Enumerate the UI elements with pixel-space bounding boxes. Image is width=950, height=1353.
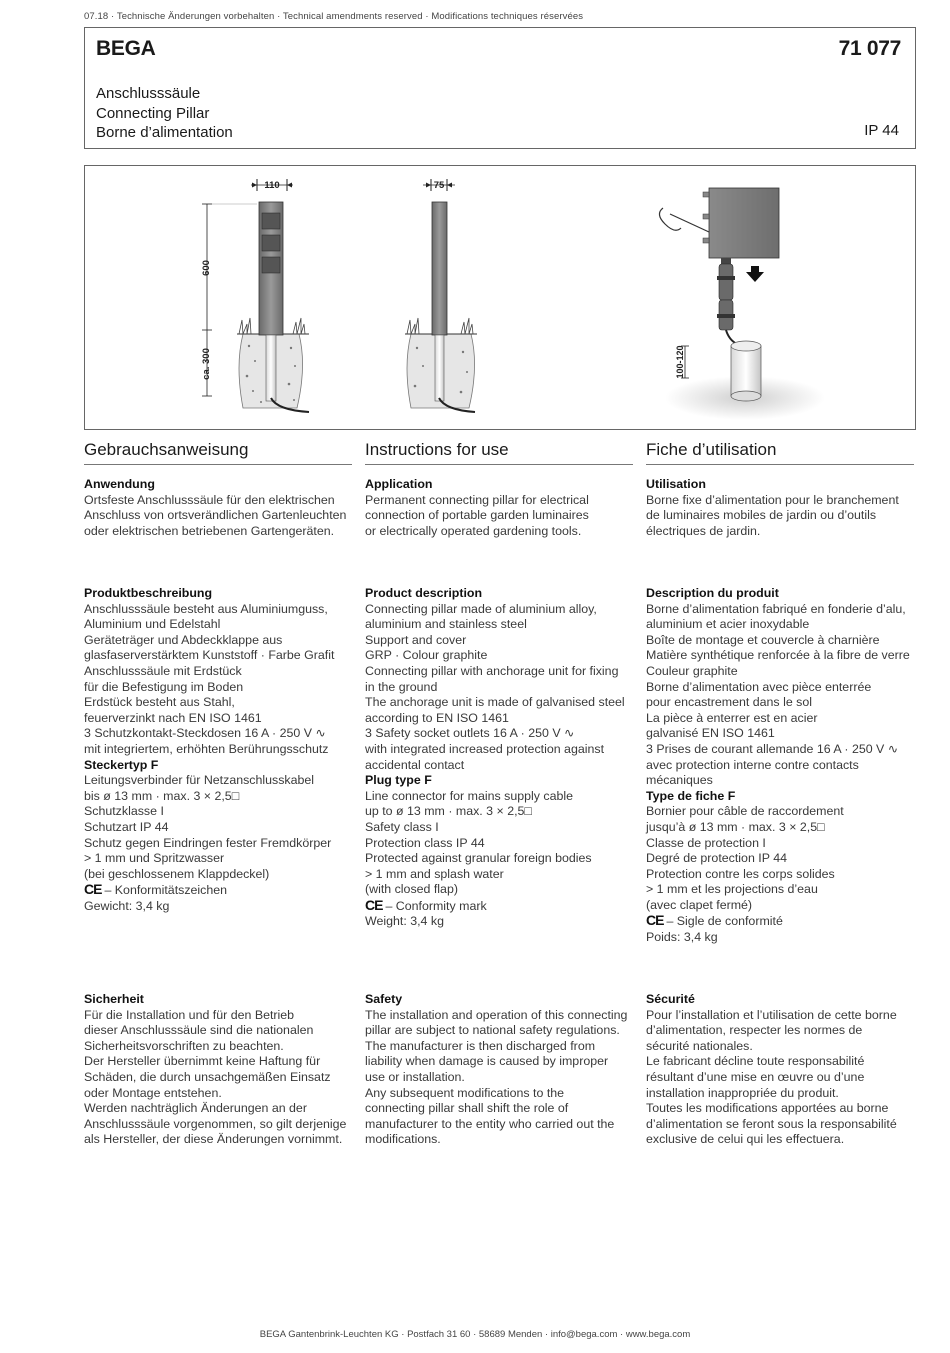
text-line: feuerverzinkt nach EN ISO 1461 xyxy=(84,710,262,725)
text-line: Borne d’alimentation avec pièce enterrée xyxy=(646,679,872,694)
text-line: The manufacturer is then discharged from xyxy=(365,1038,596,1053)
text-line: als Hersteller, der diese Änderungen vornimmt. xyxy=(84,1132,343,1147)
text-line: Couleur graphite xyxy=(646,663,738,678)
text-line: exclusive de celui qui les effectuera. xyxy=(646,1132,845,1147)
text-line: bis ø 13 mm · max. 3 × 2,5□ xyxy=(84,788,240,803)
section-subhead: Plug type F xyxy=(365,773,432,788)
text-line: GRP · Colour graphite xyxy=(365,648,488,663)
text-line: > 1 mm und Spritzwasser xyxy=(84,851,225,866)
text-line: Protected against granular foreign bodies xyxy=(365,851,592,866)
text-line: Bornier pour câble de raccordement xyxy=(646,804,844,819)
text-line: connecting pillar shall shift the role of xyxy=(365,1101,569,1116)
weight: Weight: 3,4 kg xyxy=(365,914,444,929)
text-line: according to EN ISO 1461 xyxy=(365,710,509,725)
side-view xyxy=(405,179,477,412)
text-line: Le fabricant décline toute responsabilité xyxy=(646,1054,865,1069)
text-line: up to ø 13 mm · max. 3 × 2,5□ xyxy=(365,804,532,819)
section-head: Produktbeschreibung xyxy=(84,586,213,600)
text-line: manufacturer to the entity who carried out the xyxy=(365,1116,615,1131)
section-safety-fr xyxy=(646,992,926,1148)
text-line: Sicherheitsvorschriften zu beachten. xyxy=(84,1038,284,1053)
section-product-fr xyxy=(646,586,926,946)
article-number: 71 077 xyxy=(838,37,901,60)
dim-depth: ca. 300 xyxy=(201,348,212,380)
text-line: galvanisé EN ISO 1461 xyxy=(646,726,775,741)
text-line: jusqu’à ø 13 mm · max. 3 × 2,5□ xyxy=(646,819,825,834)
text-line: sécurité nationales. xyxy=(646,1038,753,1053)
dim-width-side: 75 xyxy=(433,180,445,191)
product-header xyxy=(84,27,916,149)
dim-install: 100-120 xyxy=(675,345,685,379)
text-line: Protection contre les corps solides xyxy=(646,866,835,881)
text-line: résultant d’une mise en œuvre ou d’une xyxy=(646,1069,865,1084)
text-line: Ortsfeste Anschlusssäule für den elektrischen xyxy=(84,492,335,507)
text-line: Safety class I xyxy=(365,819,439,834)
section-subhead: Steckertyp F xyxy=(84,757,159,772)
text-line: modifications. xyxy=(365,1132,441,1147)
text-line: liability when damage is caused by improper xyxy=(365,1054,609,1069)
text-line: Protection class IP 44 xyxy=(365,835,485,850)
section-subhead: Type de fiche F xyxy=(646,788,736,803)
text-line: aluminium and stainless steel xyxy=(365,617,527,632)
technical-drawing xyxy=(84,165,916,430)
brand-name: BEGA xyxy=(96,37,156,60)
text-line: installation inappropriée du produit. xyxy=(646,1085,839,1100)
text-line: > 1 mm and splash water xyxy=(365,866,504,881)
text-line: in the ground xyxy=(365,679,438,694)
dim-height: 600 xyxy=(201,260,212,276)
text-line: Degré de protection IP 44 xyxy=(646,851,787,866)
text-line: Borne d’alimentation fabriqué en fonderie d’alu, xyxy=(646,601,906,616)
column-title-fr: Fiche d’utilisation xyxy=(646,440,914,465)
text-line: Any subsequent modifications to the xyxy=(365,1085,565,1100)
text-line: Schutzklasse I xyxy=(84,804,164,819)
text-line: oder elektrischen betriebenen Gartengeräten. xyxy=(84,523,335,538)
revision-note: 07.18 · Technische Änderungen vorbehalten · Technical amendments reserved · Modifications techniques réservées xyxy=(84,11,584,22)
text-line: Werden nachträglich Änderungen an der xyxy=(84,1101,307,1116)
drawing-svg xyxy=(85,166,917,431)
text-line: Für die Installation und für den Betrieb xyxy=(84,1007,295,1022)
text-line: mécaniques xyxy=(646,773,713,788)
product-names xyxy=(96,84,233,143)
text-line: Erdstück besteht aus Stahl, xyxy=(84,695,235,710)
text-line: (avec clapet fermé) xyxy=(646,897,753,912)
text-line: > 1 mm et les projections d’eau xyxy=(646,882,818,897)
weight: Gewicht: 3,4 kg xyxy=(84,898,170,913)
text-line: Anschluss von ortsverändlichen Gartenleuchten xyxy=(84,508,347,523)
section-application-de xyxy=(84,477,364,539)
dim-width-front: 110 xyxy=(264,180,280,191)
ce-mark-icon: CE xyxy=(84,881,102,898)
ce-mark-line xyxy=(646,913,926,930)
text-line: Line connector for mains supply cable xyxy=(365,788,574,803)
text-line: Matière synthétique renforcée à la fibre de verre xyxy=(646,648,910,663)
text-line: Aluminium und Edelstahl xyxy=(84,617,221,632)
column-title-de: Gebrauchsanweisung xyxy=(84,440,352,465)
text-line: d’alimentation se feront sous la responsabilité xyxy=(646,1116,897,1131)
product-name-en: Connecting Pillar xyxy=(96,104,210,122)
section-head: Application xyxy=(365,477,433,491)
section-product-en xyxy=(365,586,645,930)
ce-text: – Konformitätszeichen xyxy=(104,883,228,898)
text-line: glasfaserverstärktem Kunststoff · Farbe Grafit xyxy=(84,648,335,663)
text-line: pour encastrement dans le sol xyxy=(646,695,812,710)
column-de xyxy=(84,440,352,1147)
column-title-en: Instructions for use xyxy=(365,440,633,465)
text-line: use or installation. xyxy=(365,1069,465,1084)
text-line: avec protection interne contre contacts xyxy=(646,757,859,772)
footer-address: BEGA Gantenbrink-Leuchten KG · Postfach 31 60 · 58689 Menden · info@bega.com · www.bega.com xyxy=(259,1329,691,1340)
text-line: La pièce à enterrer est en acier xyxy=(646,710,818,725)
ce-mark-line xyxy=(365,898,645,915)
text-line: Classe de protection I xyxy=(646,835,766,850)
section-product-de xyxy=(84,586,364,914)
section-head: Product description xyxy=(365,586,483,600)
text-line: Pour l’installation et l’utilisation de cette borne xyxy=(646,1007,897,1022)
section-application-fr xyxy=(646,477,926,539)
product-name-fr: Borne d’alimentation xyxy=(96,124,233,141)
ce-mark-icon: CE xyxy=(646,912,664,929)
text-line: Leitungsverbinder für Netzanschlusskabel xyxy=(84,773,315,788)
column-en xyxy=(365,440,633,1147)
text-line: Connecting pillar made of aluminium alloy, xyxy=(365,601,597,616)
section-head: Utilisation xyxy=(646,477,706,491)
text-line: or electrically operated gardening tools. xyxy=(365,523,582,538)
text-line: de luminaires mobiles de jardin ou d’outils xyxy=(646,508,877,523)
text-line: mit integriertem, erhöhten Berührungsschutz xyxy=(84,741,329,756)
section-head: Safety xyxy=(365,992,403,1006)
section-head: Sicherheit xyxy=(84,992,144,1006)
text-line: Anschlusssäule vorgenommen, so gilt derjenige xyxy=(84,1116,347,1131)
text-line: oder Montage entstehen. xyxy=(84,1085,222,1100)
text-line: 3 Prises de courant allemande 16 A · 250 V ∿ xyxy=(646,741,899,756)
text-line: Schäden, die durch unsachgemäßen Einsatz xyxy=(84,1069,331,1084)
section-head: Description du produit xyxy=(646,586,779,600)
text-line: Schutzart IP 44 xyxy=(84,819,169,834)
text-line: Permanent connecting pillar for electrical xyxy=(365,492,589,507)
ce-mark-line xyxy=(84,882,364,899)
text-line: aluminium et acier inoxydable xyxy=(646,617,810,632)
text-line: Der Hersteller übernimmt keine Haftung für xyxy=(84,1054,321,1069)
section-head: Sécurité xyxy=(646,992,695,1006)
text-line: d’alimentation, respecter les normes de xyxy=(646,1023,863,1038)
ce-text: – Conformity mark xyxy=(385,898,487,913)
text-line: accidental contact xyxy=(365,757,465,772)
ce-text: – Sigle de conformité xyxy=(666,914,783,929)
section-application-en xyxy=(365,477,645,539)
text-line: 3 Safety socket outlets 16 A · 250 V ∿ xyxy=(365,726,575,741)
text-line: Schutz gegen Eindringen fester Fremdkörper xyxy=(84,835,332,850)
text-line: Connecting pillar with anchorage unit for fixing xyxy=(365,663,619,678)
text-line: (with closed flap) xyxy=(365,882,458,897)
ip-rating: IP 44 xyxy=(864,122,899,139)
ce-mark-icon: CE xyxy=(365,896,383,913)
text-line: Borne fixe d’alimentation pour le branchement xyxy=(646,492,899,507)
text-line: für die Befestigung im Boden xyxy=(84,679,244,694)
text-line: (bei geschlossenem Klappdeckel) xyxy=(84,866,270,881)
weight: Poids: 3,4 kg xyxy=(646,930,718,945)
text-line: pillar are subject to national safety regulations. xyxy=(365,1023,620,1038)
text-line: Anschlusssäule mit Erdstück xyxy=(84,663,242,678)
text-line: électriques de jardin. xyxy=(646,523,761,538)
column-fr xyxy=(646,440,914,1147)
text-line: Geräteträger und Abdeckklappe aus xyxy=(84,632,283,647)
section-safety-en xyxy=(365,992,645,1148)
text-line: The anchorage unit is made of galvanised steel xyxy=(365,695,625,710)
text-line: Toutes les modifications apportées au borne xyxy=(646,1101,889,1116)
text-line: connection of portable garden luminaires xyxy=(365,508,589,523)
section-head: Anwendung xyxy=(84,477,155,491)
text-line: Support and cover xyxy=(365,632,467,647)
text-line: 3 Schutzkontakt-Steckdosen 16 A · 250 V ∿ xyxy=(84,726,326,741)
installation-detail xyxy=(659,188,825,420)
text-line: Anschlusssäule besteht aus Aluminiumguss, xyxy=(84,601,328,616)
section-safety-de xyxy=(84,992,364,1148)
text-line: with integrated increased protection against xyxy=(365,741,605,756)
text-line: dieser Anschlusssäule sind die nationalen xyxy=(84,1023,314,1038)
product-name-de: Anschlusssäule xyxy=(96,85,201,102)
text-line: The installation and operation of this connecting xyxy=(365,1007,628,1022)
text-line: Boîte de montage et couvercle à charnière xyxy=(646,632,880,647)
front-view xyxy=(201,179,309,412)
